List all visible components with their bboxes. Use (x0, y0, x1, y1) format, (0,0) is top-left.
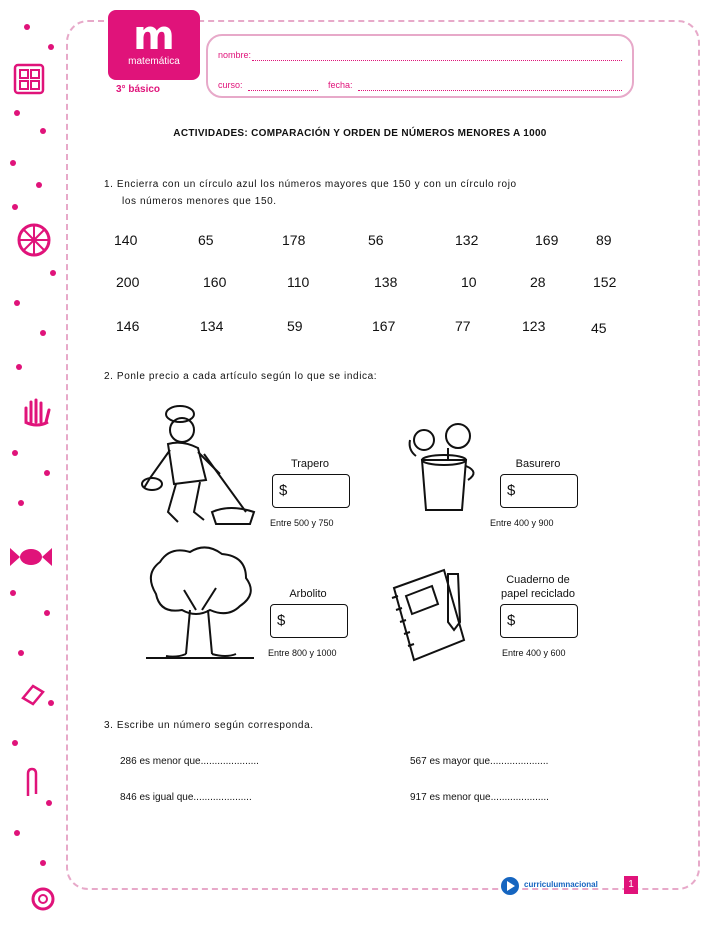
number-item[interactable]: 89 (596, 232, 612, 248)
calculator-icon (12, 62, 46, 96)
footer-brand-logo (500, 876, 612, 896)
subject-logo (108, 10, 200, 80)
section2-instruction: 2. Ponle precio a cada artículo según lo que se indica: (104, 371, 378, 382)
decor-dot (46, 800, 52, 806)
eraser-icon (20, 682, 46, 706)
decor-dot (36, 182, 42, 188)
item-cuaderno-price-input[interactable]: $ (500, 604, 578, 638)
name-field[interactable] (252, 60, 622, 61)
exercise-item[interactable]: 567 es mayor que..................... (410, 756, 549, 767)
orange-slice-icon (16, 222, 52, 258)
decor-dot (10, 160, 16, 166)
decor-dot (40, 860, 46, 866)
decor-dot (44, 470, 50, 476)
number-item[interactable]: 146 (116, 318, 140, 334)
course-label: curso: (218, 80, 243, 90)
date-field[interactable] (358, 90, 622, 91)
item-basurero-label: Basurero (515, 458, 561, 470)
exercise-item[interactable]: 917 es menor que..................... (410, 792, 549, 803)
item-trapero-label: Trapero (290, 458, 330, 470)
number-item[interactable]: 178 (282, 232, 306, 248)
item-trapero-price-input[interactable]: $ (272, 474, 350, 508)
number-item[interactable]: 123 (522, 318, 546, 334)
item-trapero-range: Entre 500 y 750 (270, 518, 334, 528)
decor-dot (48, 44, 54, 50)
item-arbolito-label: Arbolito (289, 588, 327, 600)
item-cuaderno-label-line1: Cuaderno de (506, 574, 570, 586)
number-item[interactable]: 45 (591, 320, 607, 336)
item-cuaderno-label-line2: papel reciclado (501, 588, 575, 600)
decor-dot (12, 450, 18, 456)
item-basurero-range: Entre 400 y 900 (490, 518, 554, 528)
hand-icon (20, 394, 54, 428)
number-item[interactable]: 152 (593, 274, 617, 290)
decor-dot (14, 110, 20, 116)
mopping-man-illustration (134, 400, 262, 534)
number-item[interactable]: 56 (368, 232, 384, 248)
notebook-illustration (388, 566, 470, 664)
paperclip-icon (22, 766, 42, 802)
footer-brand-text: curriculumnacional (524, 880, 598, 889)
decor-dot (12, 740, 18, 746)
student-info-box (206, 34, 634, 98)
number-item[interactable]: 160 (203, 274, 227, 290)
exercise-item[interactable]: 846 es igual que..................... (120, 792, 252, 803)
decor-dot (24, 24, 30, 30)
section1-instruction-line1: 1. Encierra con un círculo azul los números mayores que 150 y con un círculo rojo (104, 179, 517, 190)
number-item[interactable]: 167 (372, 318, 396, 334)
decor-dot (16, 364, 22, 370)
decor-dot (18, 650, 24, 656)
section3-instruction: 3. Escribe un número según corresponda. (104, 720, 314, 731)
number-item[interactable]: 65 (198, 232, 214, 248)
page-number: 1 (624, 876, 638, 894)
item-arbolito-range: Entre 800 y 1000 (268, 648, 337, 658)
number-item[interactable]: 28 (530, 274, 546, 290)
item-cuaderno-range: Entre 400 y 600 (502, 648, 566, 658)
item-arbolito-price-input[interactable]: $ (270, 604, 348, 638)
number-item[interactable]: 200 (116, 274, 140, 290)
decor-dot (44, 610, 50, 616)
number-item[interactable]: 110 (287, 274, 310, 290)
number-item[interactable]: 169 (535, 232, 559, 248)
number-item[interactable]: 140 (114, 232, 138, 248)
name-label: nombre: (218, 50, 252, 60)
decor-dot (50, 270, 56, 276)
decor-dot (10, 590, 16, 596)
logo-subject: matemática (128, 56, 180, 67)
course-field[interactable] (248, 90, 318, 91)
number-item[interactable]: 132 (455, 232, 479, 248)
decor-dot (40, 330, 46, 336)
candy-icon (8, 542, 54, 572)
trash-can-illustration (404, 420, 484, 516)
number-item[interactable]: 59 (287, 318, 303, 334)
number-item[interactable]: 10 (461, 274, 477, 290)
decor-dot (14, 300, 20, 306)
exercise-item[interactable]: 286 es menor que..................... (120, 756, 259, 767)
date-label: fecha: (328, 80, 353, 90)
decor-dot (14, 830, 20, 836)
decor-dot (18, 500, 24, 506)
decor-dot (12, 204, 18, 210)
section1-instruction-line2: los números menores que 150. (122, 196, 277, 207)
tape-icon (28, 884, 58, 914)
tree-illustration (136, 544, 260, 664)
logo-letter: m (133, 13, 175, 59)
number-item[interactable]: 138 (374, 274, 398, 290)
number-item[interactable]: 77 (455, 318, 471, 334)
item-basurero-price-input[interactable]: $ (500, 474, 578, 508)
grade-label: 3° básico (116, 84, 161, 95)
play-circle-icon (500, 876, 522, 896)
decor-dot (48, 700, 54, 706)
number-item[interactable]: 134 (200, 318, 224, 334)
page-title: ACTIVIDADES: COMPARACIÓN Y ORDEN DE NÚMEROS MENORES A 1000 (173, 128, 547, 139)
